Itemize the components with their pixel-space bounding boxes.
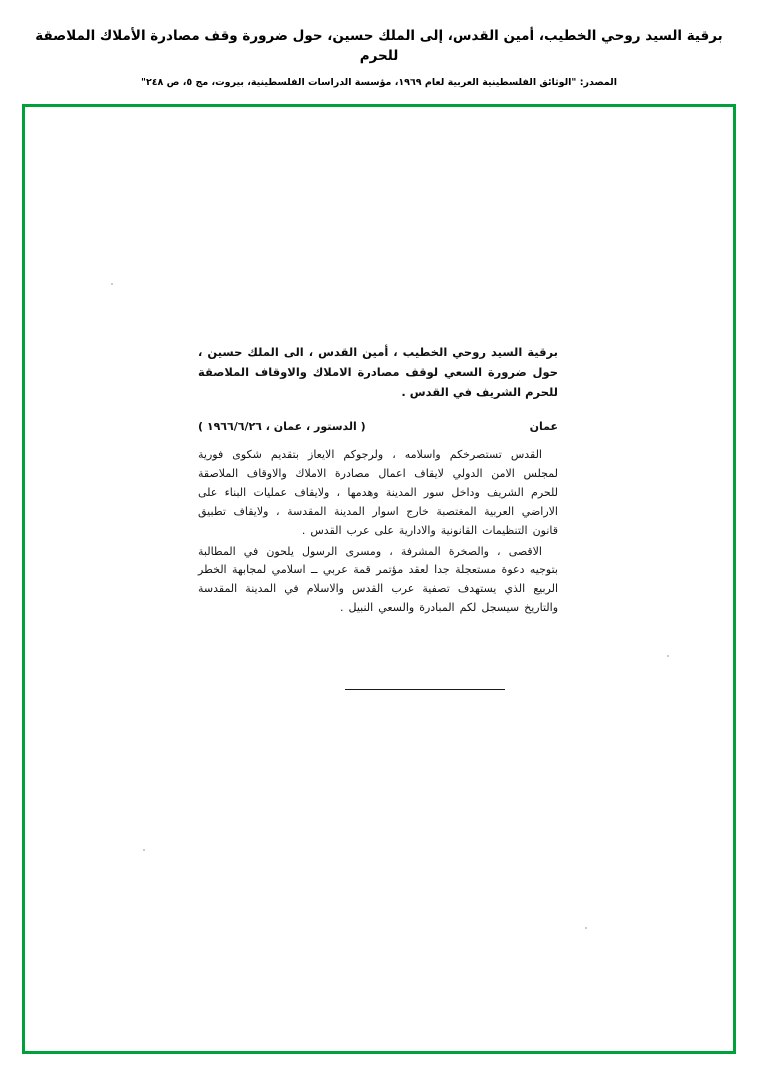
scanned-document-image	[25, 107, 733, 1051]
telegram-dateline	[198, 418, 558, 436]
scan-speck	[585, 927, 587, 929]
telegram-heading: برقية السيد روحي الخطيب ، أمين القدس ، الى الملك حسين ، حول ضرورة السعي لوقف مصادرة الاملاك والاوقاف الملاصقة للحرم الشريف في القدس .	[198, 345, 558, 400]
dateline-place: عمان	[529, 420, 558, 434]
scanned-document-frame	[22, 104, 736, 1054]
telegram-text-block	[198, 342, 558, 620]
source-citation: المصدر: "الوثائق الفلسطينية العربية لعام ١٩٦٩، مؤسسة الدراسات الفلسطينية، بيروت، مج ٥، ص ٢٤٨"	[140, 76, 618, 88]
page-title: برقية السيد روحي الخطيب، أمين القدس، إلى الملك حسين، حول ضرورة وقف مصادرة الأملاك الملاصقة للحرم	[35, 28, 723, 65]
telegram-paragraph: القدس تستصرخكم واسلامه ، ولرجوكم الايعاز بتقديم شكوى فورية لمجلس الامن الدولي لايقاف اعمال مصادرة الاملاك والاوقاف الملاصقة للحرم الشريف وداخل سور المدينة وهدمها ، ولايقاف عمليات البناء على الاراضي العربية المغتصبة خارج اسوار المدينة المقدسة ، ولايقاف تطبيق قانون التنظيمات القانونية والادارية على عرب القدس .	[198, 447, 558, 537]
page-header	[0, 0, 758, 89]
dateline-source: ( الدستور ، عمان ، ١٩٦٦/٦/٢٦ )	[198, 420, 366, 434]
scan-speck	[667, 655, 669, 657]
scan-speck	[111, 283, 113, 285]
scan-speck	[143, 849, 145, 851]
horizontal-rule	[345, 689, 505, 690]
telegram-paragraph: الاقصى ، والصخرة المشرفة ، ومسرى الرسول يلحون في المطالبة بتوجيه دعوة مستعجلة جدا لعقد مؤتمر قمة عربي ــ اسلامي لمجابهة الخطر الربيع الذي يستهدف تصفية عرب القدس والاسلام في المدينة المقدسة والتاريخ سيسجل لكم المبادرة والسعي النبيل .	[198, 544, 558, 615]
